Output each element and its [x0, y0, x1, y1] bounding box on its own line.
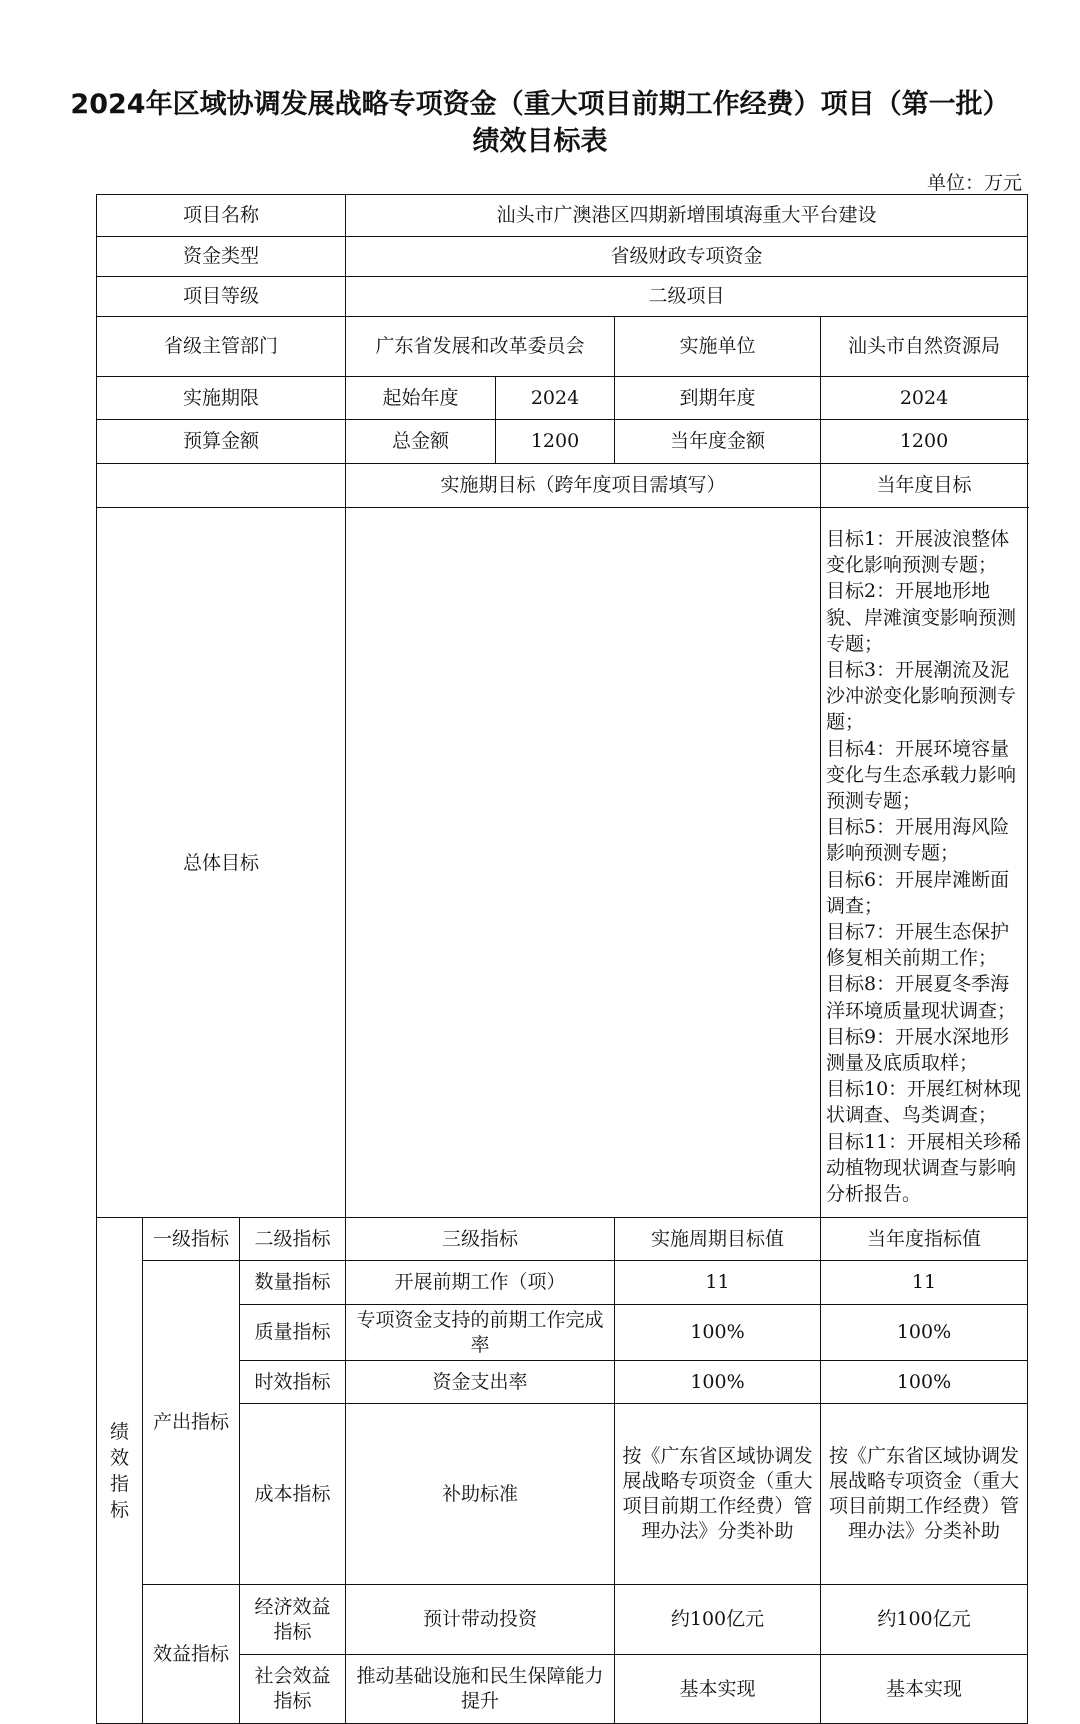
table-row [97, 1261, 1028, 1305]
performance-table [96, 194, 1028, 1724]
current-value: 1200 [821, 420, 1028, 464]
impl-period-goal-value [346, 508, 821, 1218]
goal-item: 目标8：开展夏冬季海洋环境质量现状调查； [826, 973, 1017, 1022]
l3-cell: 开展前期工作（项） [346, 1261, 615, 1305]
goal-item: 目标9：开展水深地形测量及底质取样； [826, 1025, 1010, 1075]
row-period [97, 377, 1028, 420]
row-fund-type [97, 237, 1028, 277]
start-year-value: 2024 [496, 377, 615, 420]
row-project-name [97, 195, 1028, 237]
benefit-indicator-label: 效益指标 [143, 1585, 240, 1724]
period-value-header: 实施周期目标值 [615, 1218, 821, 1261]
current-label: 当年度金额 [615, 420, 821, 464]
year-cell: 100% [821, 1305, 1028, 1361]
period-cell: 100% [615, 1361, 821, 1404]
period-cell: 基本实现 [615, 1655, 821, 1724]
current-year-goal-list [821, 508, 1028, 1218]
current-year-goal-header: 当年度目标 [821, 464, 1028, 508]
year-cell: 100% [821, 1361, 1028, 1404]
impl-period-goal-header: 实施期目标（跨年度项目需填写） [346, 464, 821, 508]
start-year-label: 起始年度 [346, 377, 496, 420]
l3-cell: 推动基础设施和民生保障能力提升 [346, 1655, 615, 1724]
period-cell: 100% [615, 1305, 821, 1361]
impl-unit-value: 汕头市自然资源局 [821, 317, 1028, 377]
l2-cell: 经济效益指标 [240, 1585, 346, 1655]
l3-cell: 补助标准 [346, 1404, 615, 1585]
goal-item: 目标6：开展岸滩断面调查； [826, 868, 1010, 917]
goal-item: 目标3：开展潮流及泥沙冲淤变化影响预测专题； [826, 659, 1017, 734]
overall-goal-label: 总体目标 [97, 508, 346, 1218]
unit-label: 单位：万元 [926, 172, 1022, 194]
project-level-label: 项目等级 [97, 277, 346, 317]
year-cell: 按《广东省区域协调发展战略专项资金（重大项目前期工作经费）管理办法》分类补助 [821, 1404, 1028, 1585]
l2-cell: 社会效益指标 [240, 1655, 346, 1724]
total-value: 1200 [496, 420, 615, 464]
l3-cell: 预计带动投资 [346, 1585, 615, 1655]
period-label: 实施期限 [97, 377, 346, 420]
table-row [97, 1585, 1028, 1655]
period-cell: 11 [615, 1261, 821, 1305]
row-budget [97, 420, 1028, 464]
level3-header: 三级指标 [346, 1218, 615, 1261]
year-cell: 基本实现 [821, 1655, 1028, 1724]
goal-item: 目标5：开展用海风险影响预测专题； [826, 816, 1010, 865]
level2-header: 二级指标 [240, 1218, 346, 1261]
project-name-label: 项目名称 [97, 195, 346, 237]
performance-indicator-label: 绩效指标 [97, 1218, 143, 1724]
row-goal-headers [97, 464, 1028, 508]
year-value-header: 当年度指标值 [821, 1218, 1028, 1261]
goal-item: 目标10：开展红树林现状调查、鸟类调查； [826, 1078, 1022, 1127]
row-project-level [97, 277, 1028, 317]
dept-label: 省级主管部门 [97, 317, 346, 377]
l2-cell: 时效指标 [240, 1361, 346, 1404]
fund-type-value: 省级财政专项资金 [346, 237, 1028, 277]
year-cell: 约100亿元 [821, 1585, 1028, 1655]
end-year-value: 2024 [821, 377, 1028, 420]
row-overall-goal [97, 508, 1028, 1218]
total-label: 总金额 [346, 420, 496, 464]
level1-header: 一级指标 [143, 1218, 240, 1261]
goal-header-blank [97, 464, 346, 508]
row-department [97, 317, 1028, 377]
goal-item: 目标11：开展相关珍稀动植物现状调查与影响分析报告。 [826, 1130, 1022, 1206]
dept-value: 广东省发展和改革委员会 [346, 317, 615, 377]
l2-cell: 成本指标 [240, 1404, 346, 1585]
goal-item: 目标7：开展生态保护修复相关前期工作； [826, 921, 1010, 970]
period-cell: 约100亿元 [615, 1585, 821, 1655]
budget-label: 预算金额 [97, 420, 346, 464]
page-title: 2024年区域协调发展战略专项资金（重大项目前期工作经费）项目（第一批）绩效目标表 [70, 89, 1010, 157]
goal-item: 目标4：开展环境容量变化与生态承载力影响预测专题； [826, 737, 1017, 813]
period-cell: 按《广东省区域协调发展战略专项资金（重大项目前期工作经费）管理办法》分类补助 [615, 1404, 821, 1585]
l3-cell: 资金支出率 [346, 1361, 615, 1404]
l2-cell: 质量指标 [240, 1305, 346, 1361]
l3-cell: 专项资金支持的前期工作完成率 [346, 1305, 615, 1361]
output-indicator-label: 产出指标 [143, 1261, 240, 1585]
year-cell: 11 [821, 1261, 1028, 1305]
row-indicator-headers [97, 1218, 1028, 1261]
fund-type-label: 资金类型 [97, 237, 346, 277]
project-name-value: 汕头市广澳港区四期新增围填海重大平台建设 [346, 195, 1028, 237]
goal-item: 目标2：开展地形地貌、岸滩演变影响预测专题； [826, 580, 1017, 655]
goal-item: 目标1：开展波浪整体变化影响预测专题； [826, 528, 1010, 577]
l2-cell: 数量指标 [240, 1261, 346, 1305]
impl-unit-label: 实施单位 [615, 317, 821, 377]
project-level-value: 二级项目 [346, 277, 1028, 317]
end-year-label: 到期年度 [615, 377, 821, 420]
